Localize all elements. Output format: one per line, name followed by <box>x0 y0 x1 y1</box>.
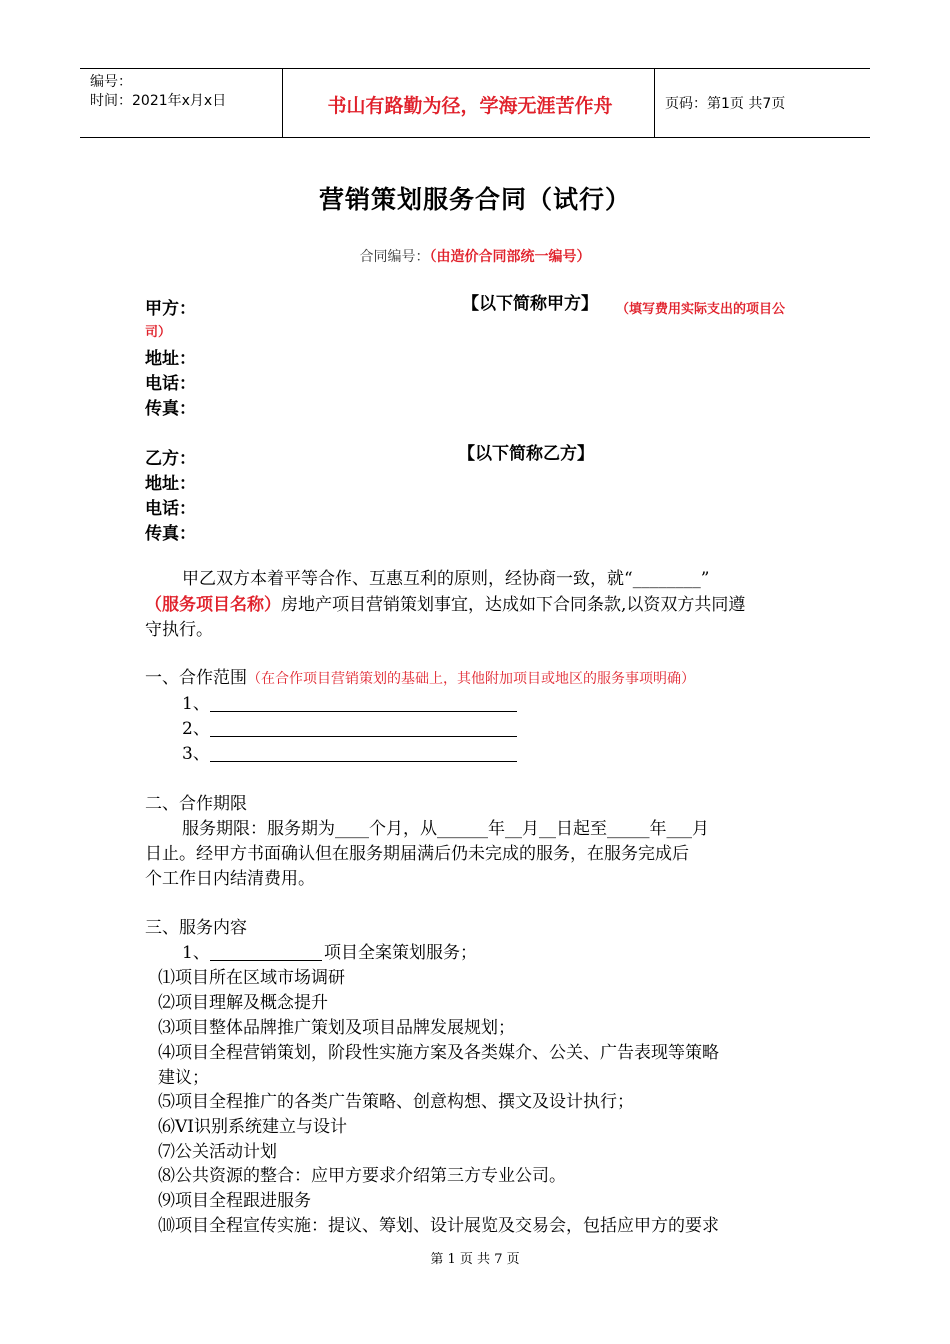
header-motto: 书山有路勤为径，学海无涯苦作舟 <box>327 95 613 117</box>
section-1-heading <box>145 666 695 692</box>
party-a-phone: 电话： <box>145 374 196 394</box>
contract-number-note: （由造价合同部统一编号） <box>429 249 591 265</box>
intro-line-3: 守执行。 <box>145 620 213 640</box>
service-item: ⑻公共资源的整合：应甲方要求介绍第三方专业公司。 <box>158 1166 566 1186</box>
header-page-info: 页码：第1页 共7页 <box>665 96 786 112</box>
service-item: ⑴项目所在区域市场调研 <box>158 968 345 988</box>
blank-line <box>210 960 322 961</box>
service-item: ⑷项目全程营销策划，阶段性实施方案及各类媒介、公关、广告表现等策略 <box>158 1043 719 1063</box>
service-item: ⑹VI识别系统建立与设计 <box>158 1117 347 1137</box>
section-3-item-1-prefix: 1、 <box>182 943 210 963</box>
section-2-heading: 二、合作期限 <box>145 794 247 814</box>
section-1-item: 2、 <box>182 719 210 739</box>
document-title: 营销策划服务合同（试行） <box>318 185 631 214</box>
intro-line-2-text: 房地产项目营销策划事宜，达成如下合同条款,以资双方共同遵 <box>281 595 746 615</box>
blank-line <box>210 736 517 737</box>
intro-line-1: 甲乙双方本着平等合作、互惠互利的原则，经协商一致，就“________” <box>182 569 710 589</box>
service-item: ⑵项目理解及概念提升 <box>158 993 328 1013</box>
contract-number <box>0 246 950 266</box>
service-item: ⑼项目全程跟进服务 <box>158 1191 311 1211</box>
header-table <box>80 68 870 138</box>
party-b-label: 乙方： <box>145 449 196 469</box>
page-footer: 第 1 页 共 7 页 <box>430 1252 520 1267</box>
section-3-heading: 三、服务内容 <box>145 918 247 938</box>
header-divider <box>282 69 283 137</box>
section-2-line-1: 服务期限：服务期为____个月，从______年__月__日起至_____年___月 <box>182 819 709 839</box>
party-b-abbr: 【以下简称乙方】 <box>458 444 594 464</box>
party-a-label: 甲方： <box>145 299 196 319</box>
document-number-label: 编号： <box>90 74 132 90</box>
service-item-cont: 建议； <box>158 1068 209 1088</box>
document-time-label: 时间：2021年x月x日 <box>90 93 227 109</box>
section-1-item: 3、 <box>182 744 210 764</box>
blank-line <box>210 761 517 762</box>
intro-line-2 <box>145 593 745 618</box>
service-item: ⑽项目全程宣传实施：提议、筹划、设计展览及交易会，包括应甲方的要求 <box>158 1216 719 1236</box>
service-item: ⑶项目整体品牌推广策划及项目品牌发展规划； <box>158 1018 515 1038</box>
party-a-fax: 传真： <box>145 399 196 419</box>
section-1-title: 一、合作范围 <box>145 668 247 688</box>
party-b-address: 地址： <box>145 474 196 494</box>
section-1-note: （在合作项目营销策划的基础上，其他附加项目或地区的服务事项明确） <box>247 671 695 687</box>
party-a-address: 地址： <box>145 349 196 369</box>
party-b-phone: 电话： <box>145 499 196 519</box>
party-a-abbr: 【以下简称甲方】 <box>462 294 598 314</box>
party-a-note: （填写费用实际支出的项目公 <box>616 302 786 317</box>
contract-number-label: 合同编号： <box>359 249 430 265</box>
party-b-fax: 传真： <box>145 524 196 544</box>
section-1-item: 1、 <box>182 694 210 714</box>
header-meta <box>90 73 226 111</box>
section-3-item-1-text: 项目全案策划服务； <box>324 943 477 963</box>
party-a-note-cont: 司） <box>145 325 172 340</box>
service-project-name-note: （服务项目名称） <box>145 595 281 615</box>
blank-line <box>210 711 517 712</box>
service-item: ⑸项目全程推广的各类广告策略、创意构想、撰文及设计执行； <box>158 1092 634 1112</box>
section-2-line-2: 日止。经甲方书面确认但在服务期届满后仍未完成的服务，在服务完成后 <box>145 844 689 864</box>
section-2-line-3: 个工作日内结清费用。 <box>145 869 315 889</box>
service-item: ⑺公关活动计划 <box>158 1142 277 1162</box>
